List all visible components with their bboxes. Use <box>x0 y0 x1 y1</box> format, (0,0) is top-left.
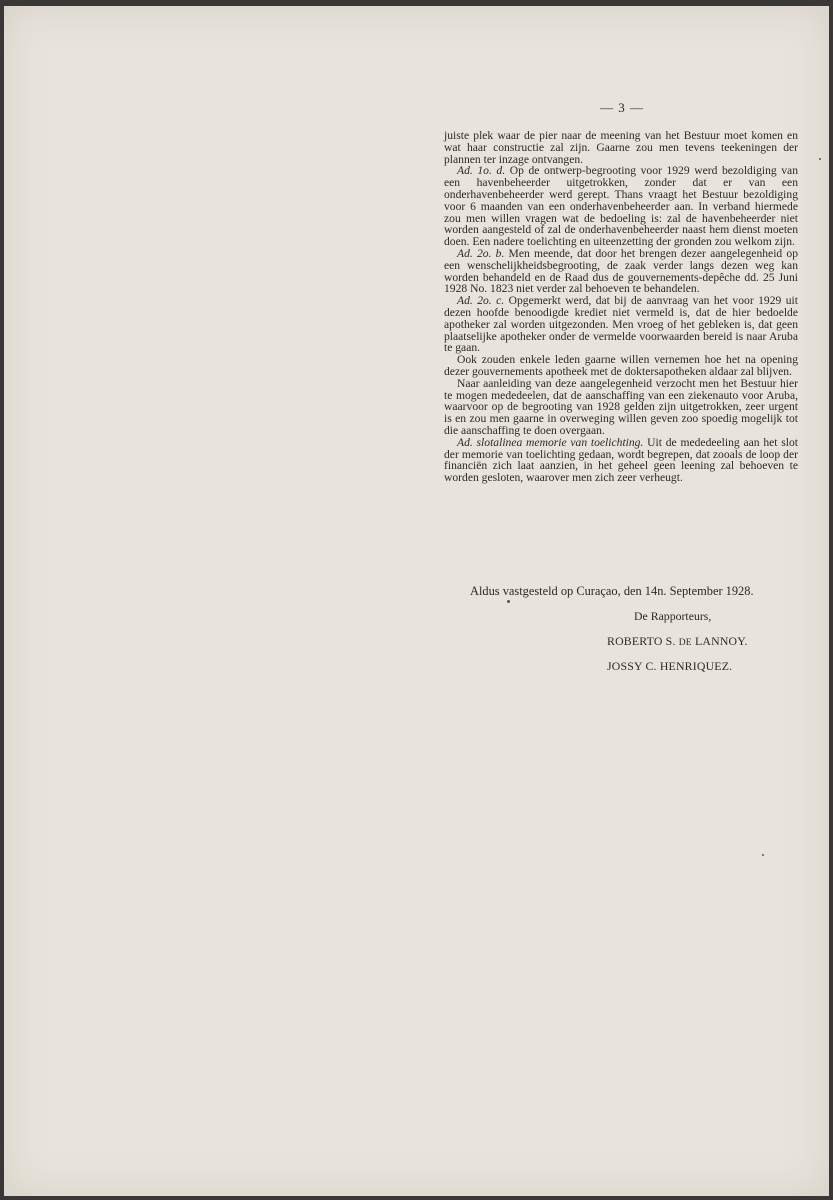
paragraph <box>444 295 798 354</box>
paragraph <box>444 437 798 484</box>
paragraph-text: Ook zouden enkele leden gaarne willen vernemen hoe het na opening dezer gouvernements apotheek met de doktersapotheken aldaar zal blijven. <box>444 353 798 378</box>
paragraph-text: Uit de mededeeling aan het slot der memorie van toelichting gedaan, wordt begrepen, dat zooals de loop der financiën zich laat aanzien, in het geheel geen leening zal behoeven te worden gesloten, waarover men zich zeer verheugt. <box>444 435 799 485</box>
paragraph <box>444 248 798 295</box>
paragraph <box>444 130 798 165</box>
ink-speck <box>507 600 510 603</box>
signature-last: LANNOY. <box>694 634 748 648</box>
signature-line <box>607 659 732 674</box>
paragraph <box>444 165 798 248</box>
paragraph-lead: Ad. 2o. c. <box>457 294 505 308</box>
closing-statement: Aldus vastgesteld op Curaçao, den 14n. September 1928. <box>470 584 754 598</box>
paragraph <box>444 354 798 378</box>
signature-first: JOSSY C. HENRIQUEZ. <box>607 659 733 673</box>
paragraph-text: Naar aanleiding van deze aangelegenheid verzocht men het Bestuur hier te mogen mededeelen, dat de aanschaffing van een ziekenauto voor Aruba, waarvoor op de begrooting van 1928 gelden zijn uitgetrokken, zeer urgent is en zou men gaarne in overweging willen geven zoo spoedig mogelijk tot die aanschaffing te doen overgaan. <box>444 376 798 437</box>
paragraph-text: Op de ontwerp-begrooting voor 1929 werd bezoldiging van een havenbeheerder uitgetrokken, zonder dat er van een onderhavenbeheerder werd gerept. Thans vraagt het Bestuur bezoldiging voor 6 maanden van een onderhavenbeheerder aan. In verband hiermede zou men willen vragen wat de bedoeling is: zal de havenbeheerder niet worden aangesteld of zal de onderhavenbeheerder naast hem dienst moeten doen. Een nadere toelichting en uiteenzetting der gronden zou welkom zijn. <box>444 164 798 249</box>
ink-speck <box>819 158 821 160</box>
paragraph-text: juiste plek waar de pier naar de meening van het Bestuur moet komen en wat haar constructie zal zijn. Gaarne zou men tevens teekeningen der plannen ter inzage ontvangen. <box>444 129 798 166</box>
paragraph-text: Men meende, dat door het brengen dezer aangelegenheid op een wenschelijkheidsbegrooting, de zaak verder langs dezen weg kan worden behandeld en de Raad dus de gouvernements-depêche dd. 25 Juni 1928 No. 1823 niet verder zal behoeven te behandelen. <box>444 246 798 296</box>
paragraph-lead: Ad. slotalinea memorie van toelichting. <box>457 435 644 449</box>
body-text-column <box>444 130 798 484</box>
paragraph-text: Opgemerkt werd, dat bij de aanvraag van het voor 1929 uit dezen hoofde benoodigde krediet niet vermeld is, dat de hier bedoelde apotheker zal worden uitgezonden. Men vroeg of het gebleken is, dat geen plaatselijke apotheker onder de vermelde voorwaarden bereid is naar Aruba te gaan. <box>444 294 798 355</box>
paragraph-lead: Ad. 1o. d. <box>457 164 506 178</box>
page-number: — 3 — <box>600 100 644 115</box>
signature-first: ROBERTO S. <box>607 634 676 648</box>
signature-line <box>607 634 748 649</box>
ink-speck <box>762 854 764 856</box>
signature-particle: DE <box>678 638 692 648</box>
rapporteurs-label: De Rapporteurs, <box>634 609 712 623</box>
paragraph <box>444 378 798 437</box>
document-page <box>4 6 829 1196</box>
paragraph-lead: Ad. 2o. b. <box>457 246 505 260</box>
